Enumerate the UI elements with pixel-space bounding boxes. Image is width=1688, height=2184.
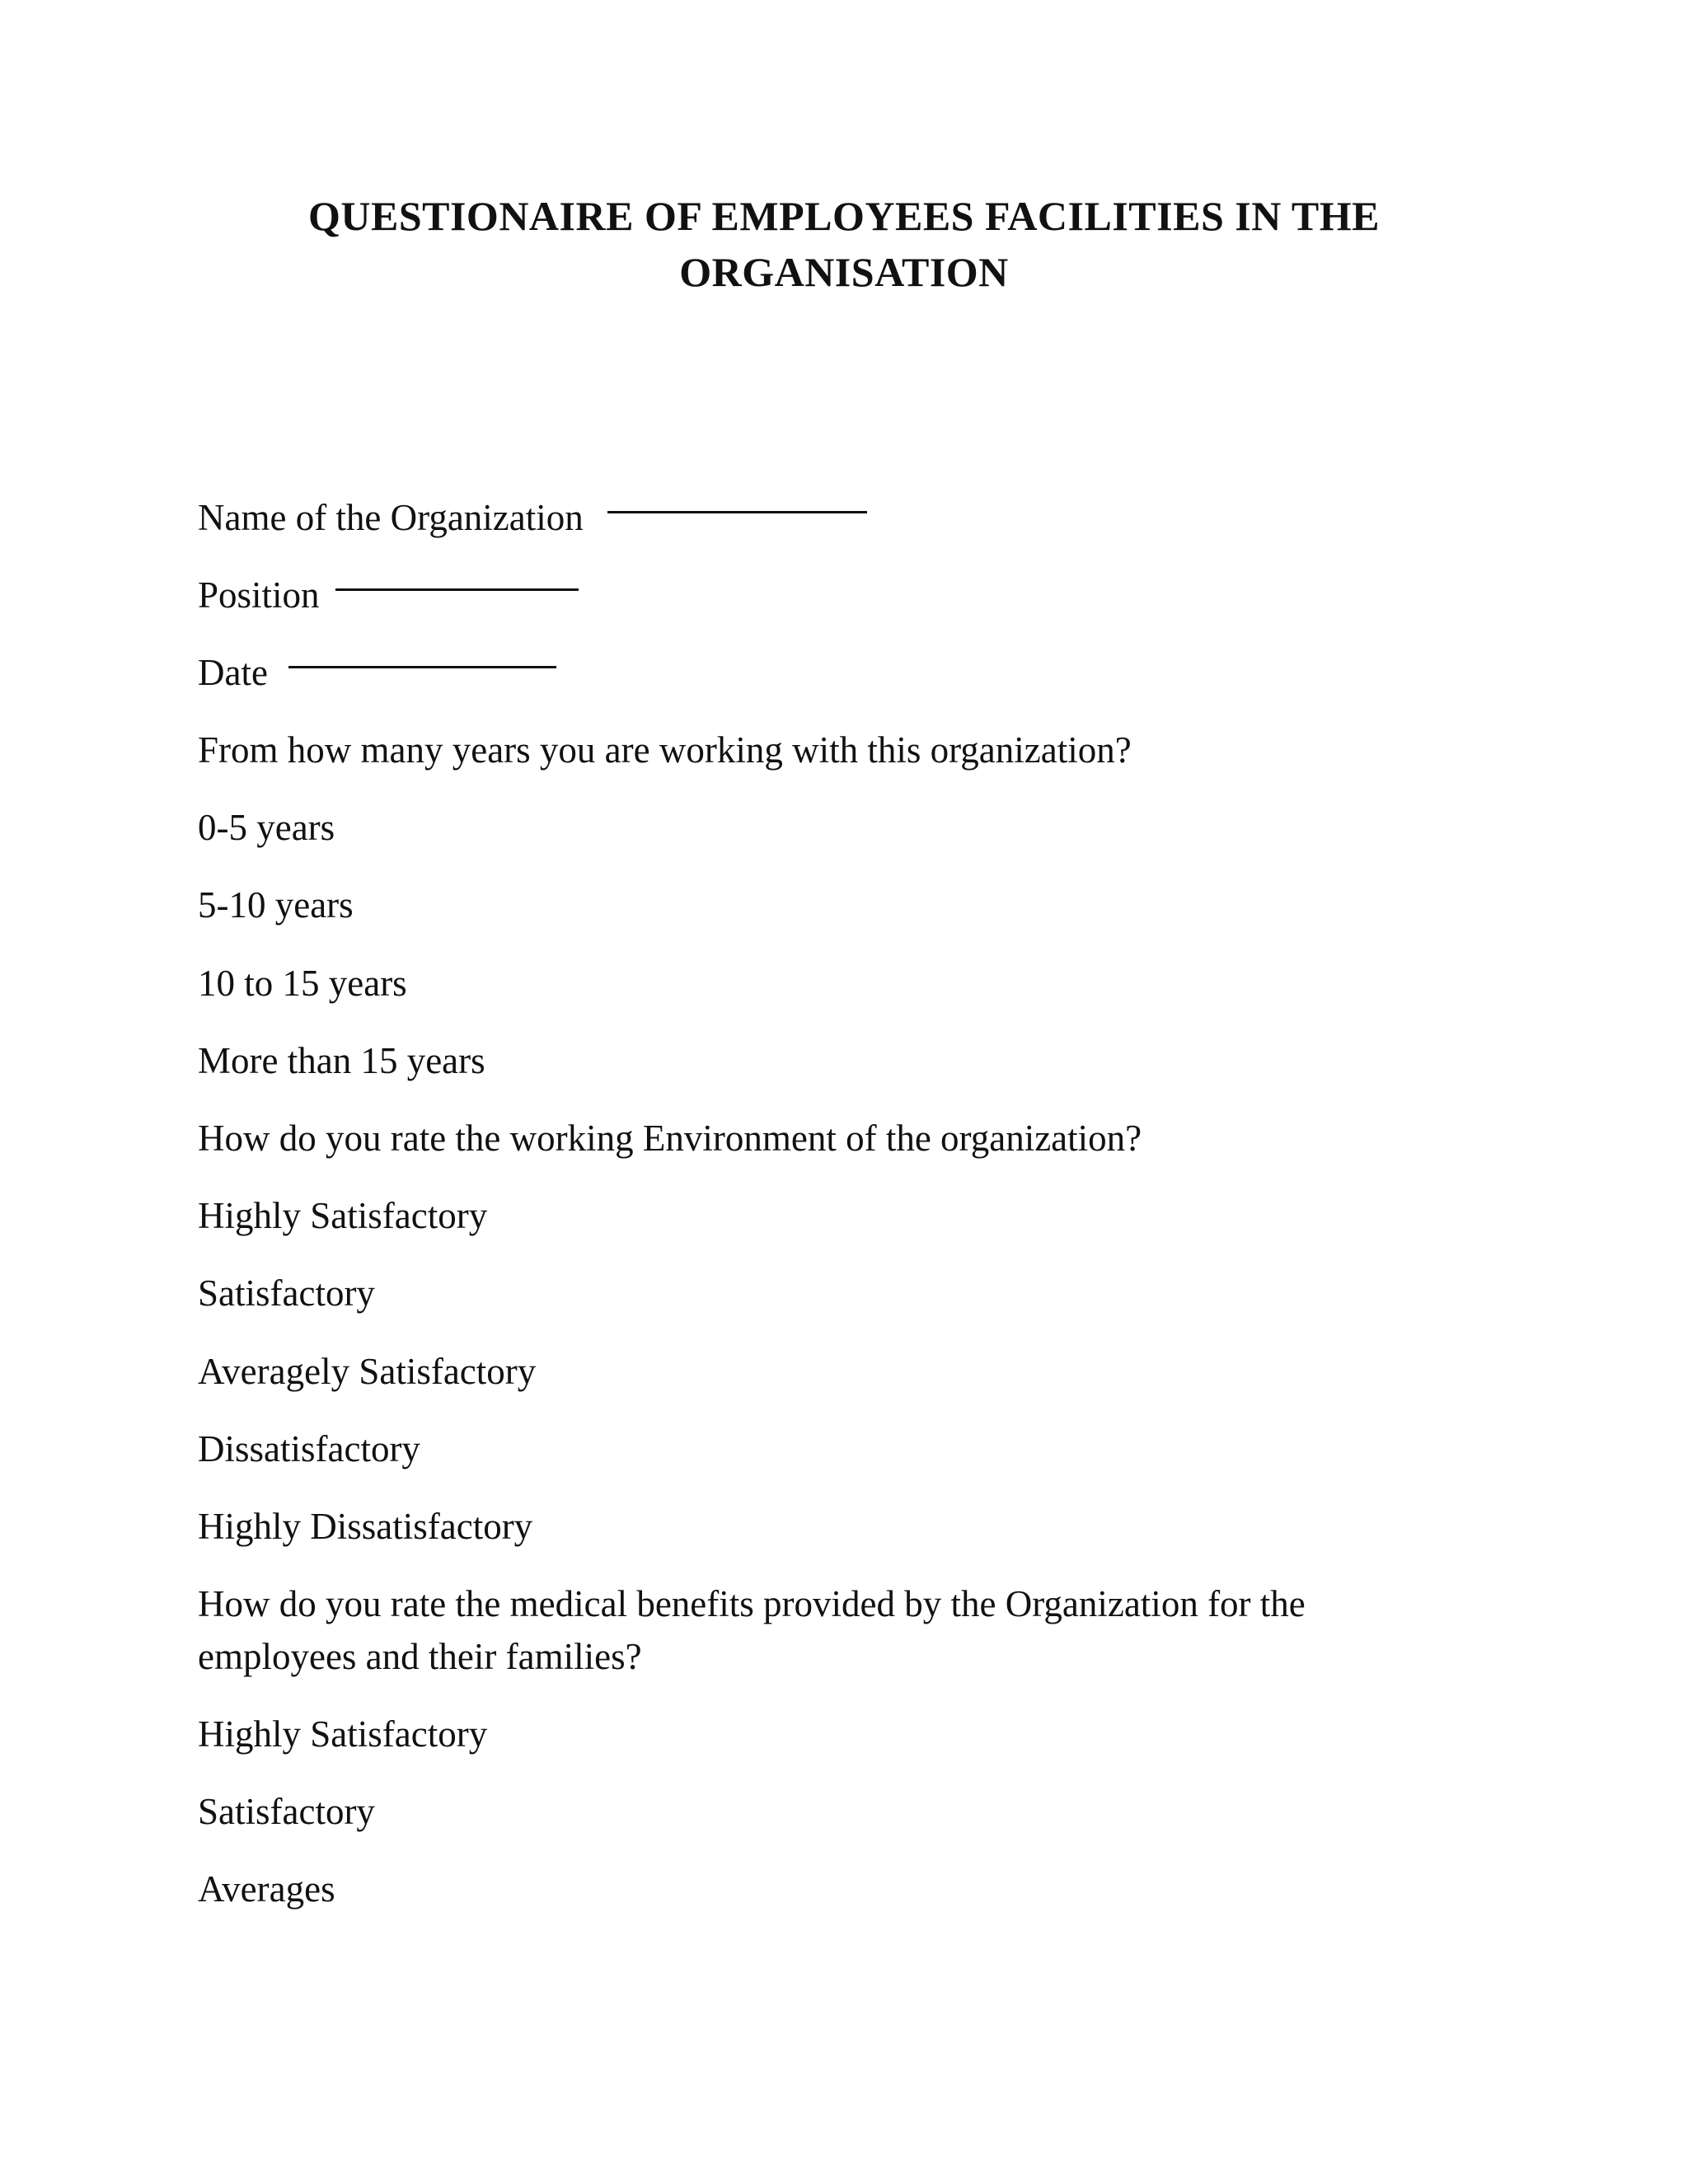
option-med-satisfactory: Satisfactory — [198, 1791, 375, 1832]
option-med-averages: Averages — [198, 1868, 335, 1910]
option-years-0-5: 0-5 years — [198, 807, 335, 848]
position-blank[interactable] — [335, 588, 579, 591]
position-label: Position — [198, 574, 320, 616]
org-name-blank[interactable] — [607, 511, 867, 513]
date-field — [198, 648, 556, 697]
question-medical-line-1: How do you rate the medical benefits provided by the Organization for the — [198, 1583, 1306, 1624]
title-line-2: ORGANISATION — [679, 249, 1009, 295]
question-environment: How do you rate the working Environment of the organization? — [198, 1118, 1142, 1159]
date-blank[interactable] — [288, 666, 556, 668]
title-line-1: QUESTIONAIRE OF EMPLOYEES FACILITIES IN THE — [307, 193, 1381, 239]
option-env-dissatisfactory: Dissatisfactory — [198, 1428, 420, 1469]
option-years-10-15: 10 to 15 years — [198, 963, 407, 1004]
option-env-averagely-satisfactory: Averagely Satisfactory — [198, 1351, 537, 1392]
question-medical-line-2: employees and their families? — [198, 1636, 642, 1677]
option-med-highly-satisfactory: Highly Satisfactory — [198, 1713, 488, 1755]
position-field — [198, 570, 579, 620]
option-env-highly-dissatisfactory: Highly Dissatisfactory — [198, 1506, 533, 1547]
option-years-5-10: 5-10 years — [198, 884, 354, 926]
option-years-15-plus: More than 15 years — [198, 1040, 485, 1081]
option-env-highly-satisfactory: Highly Satisfactory — [198, 1195, 488, 1236]
org-name-label: Name of the Organization — [198, 497, 584, 538]
question-years: From how many years you are working with this organization? — [198, 729, 1132, 771]
date-label: Date — [198, 652, 268, 693]
document-title — [198, 188, 1490, 300]
option-env-satisfactory: Satisfactory — [198, 1272, 375, 1314]
org-name-field — [198, 493, 867, 542]
